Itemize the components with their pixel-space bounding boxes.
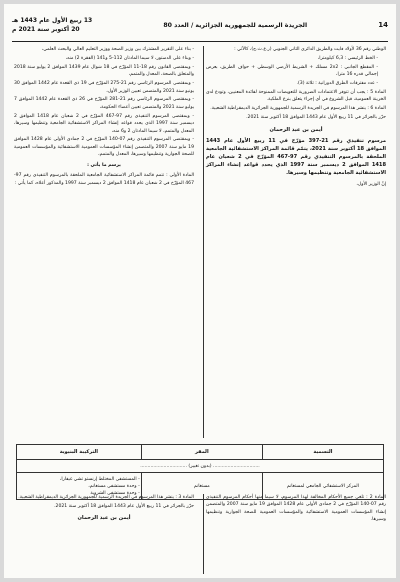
paragraph: - المقطع الجانبي : 2x2 مسلك + الشريط الأرضي الوسطي + حواف الطريق، بعرض إجمالي قدره 16 مترا، bbox=[206, 64, 379, 78]
structure-item: - المستشفى المختلط إرنستو تشي غيفارا، bbox=[59, 476, 140, 482]
article-2: المادة 2 : تلغى جميع الأحكام المخالفة لهذا المرسوم، لا سيما منها أحكام المرسوم التنفيذي رقم 07-140 المؤرّخ في 2 جمادى الأولى عام 1428 الموافق 19 مايو سنة 2007 والمتضمن إنشاء المؤسسات العمومية الاستشفائية والمؤسسات العمومية للصحة الجوارية وتنظيمها وسيرها. bbox=[206, 495, 386, 523]
signing-date: حرّر بالجزائر في 11 ربيع الأول عام 1443 الموافق 18 أكتوبر سنة 2021. bbox=[54, 503, 194, 509]
signature: أيمن بن عبد الرحمان bbox=[269, 126, 323, 133]
date-hijri: 13 ربيع الأول عام 1443 هـ bbox=[12, 17, 93, 24]
decree-title: مرسوم تنفيذي رقم 21-397 مؤرّخ في 11 ربيع الأول عام 1443 الموافق 18 أكتوبر سنة 2021، يتمّم قائمة المراكز الاستشفائية الجامعية الملحقة بالمرسوم التنفيذي رقم 97-467 المؤرّخ في 2 شعبان عام 1418 الموافق 2 ديسمبر سنة 1997 الذي يحدد قواعد إنشاء المراكز الاستشفائية الجامعية وتنظيمها وسيرها. bbox=[206, 138, 386, 177]
decree-verb: يرسم ما يأتي : bbox=[87, 162, 121, 168]
column-header: المقر bbox=[141, 445, 262, 460]
signing-date: حرّر بالجزائر في 11 ربيع الأول عام 1443 الموافق 18 أكتوبر سنة 2021. bbox=[246, 115, 386, 121]
paragraph: - بناء على التقرير المشترك بين وزير الصحة ووزير التعليم العالي والبحث العلمي، bbox=[41, 47, 194, 52]
column-divider bbox=[203, 494, 204, 574]
article-3: المادة 3 : ينشر هذا المرسوم في الجريدة الرسمية للجمهورية الجزائرية الديمقراطية الشعبية. bbox=[18, 495, 194, 500]
paragraph: - وبمقتضى القانون رقم 18-11 المؤرّخ في 18 شوال عام 1439 الموافق 2 يوليو سنة 2018 والمتعلق بالصحة، المعدل والمتمم، bbox=[14, 64, 195, 78]
paragraph: - الخط الرئيسي : 6,3 كيلومترا، bbox=[317, 55, 378, 61]
issue-date bbox=[12, 16, 92, 34]
article-5: المادة 5 : يجب أن تتوفر الاعتمادات الضرورية للتعويضات الممنوحة لفائدة المعنيين، وتودع لدى الخزينة العمومية، قبل الشروع في أي إجراء يتعلق بنزع الملكية. bbox=[206, 90, 386, 103]
hospital-name: المركز الاستشفائي الجامعي لمستغانم bbox=[262, 473, 383, 500]
paragraph: الوطني رقم 36 لأولاد فايت والطريق الدائري الثاني الجنوبي (ر.ع.ث.ج)، كالآتي : bbox=[234, 47, 386, 52]
table-row bbox=[17, 460, 384, 473]
header-rule bbox=[12, 41, 388, 42]
column-divider bbox=[203, 46, 204, 438]
page-number: 14 bbox=[378, 21, 388, 29]
left-column bbox=[14, 46, 194, 306]
table-header-row bbox=[17, 445, 384, 460]
column-header: التسمية bbox=[262, 445, 383, 460]
bottom-right-column bbox=[206, 494, 386, 525]
date-gregorian: 20 أكتوبر سنة 2021 م bbox=[12, 26, 80, 33]
paragraph: - وبناء على الدستور، لا سيما المادتان 112-5 و141 (الفقرة 2) منه، bbox=[65, 55, 194, 61]
paragraph: - وبمقتضى المرسوم الرئاسي رقم 21-275 المؤرّخ في 19 ذي القعدة عام 1442 الموافق 30 يونيو سنة 2021 والمتضمن تعيين الوزير الأول، bbox=[14, 81, 194, 94]
page-header bbox=[12, 10, 388, 40]
paragraph: - عدد مفترقات الطرق الدورانية : ثلاثة (3). bbox=[296, 81, 378, 87]
signature: أيمن بن عبد الرحمان bbox=[77, 515, 131, 522]
paragraph: - وبمقتضى المرسوم التنفيذي رقم 07-140 المؤرّخ في 2 جمادى الأولى عام 1428 الموافق 19 مايو سنة 2007 والمتضمن إنشاء المؤسسات العمومية الاستشفائية والمؤسسات العمومية للصحة الجوارية وتنظيمها وسيرها، المعدل والمتمم، bbox=[14, 137, 195, 158]
hospital-seat: مستغانم bbox=[141, 473, 262, 500]
article-6: المادة 6 : ينشر هذا المرسوم في الجريدة الرسمية للجمهورية الجزائرية الديمقراطية الشعبية. bbox=[210, 106, 386, 112]
paragraph: إنّ الوزير الأول، bbox=[356, 182, 386, 188]
unchanged-row: ................................ (بدون تغيير) ................................ bbox=[17, 460, 384, 473]
bottom-left-column bbox=[14, 494, 194, 523]
structure-item: - وحدة مستشفى مستغانم، bbox=[88, 483, 140, 489]
paragraph: - وبمقتضى المرسوم الرئاسي رقم 21-281 المؤرّخ في 26 ذي القعدة عام 1442 الموافق 7 يوليو سنة 2021 والمتضمن تعيين أعضاء الحكومة، bbox=[14, 97, 195, 110]
gazette-title: الجريدة الرسمية للجمهورية الجزائرية / العدد 80 bbox=[163, 21, 308, 29]
gazette-page bbox=[4, 4, 396, 578]
column-header: التركيبة البنيوية bbox=[17, 445, 142, 460]
structure-item: - وحدة مستشفى الشروية bbox=[90, 490, 140, 496]
right-column bbox=[206, 46, 386, 416]
paragraph: - وبمقتضى المرسوم التنفيذي رقم 97-467 المؤرّخ في 2 شعبان عام 1418 الموافق 2 ديسمبر سنة 1997 الذي يحدد قواعد إنشاء المراكز الاستشفائية الجامعية وتنظيمها وسيرها، المعدل والمتمم، لا سيما المادتان 2 و6 منه، bbox=[14, 113, 194, 134]
article-1: المادة الأولى : تتمم قائمة المراكز الاستشفائية الجامعية الملحقة بالمرسوم التنفيذي رقم 97-467 المؤرّخ في 2 شعبان عام 1418 الموافق 2 ديسمبر سنة 1997 والمذكور أعلاه، كما يأتي : bbox=[14, 173, 194, 186]
hospital-table bbox=[16, 444, 384, 500]
